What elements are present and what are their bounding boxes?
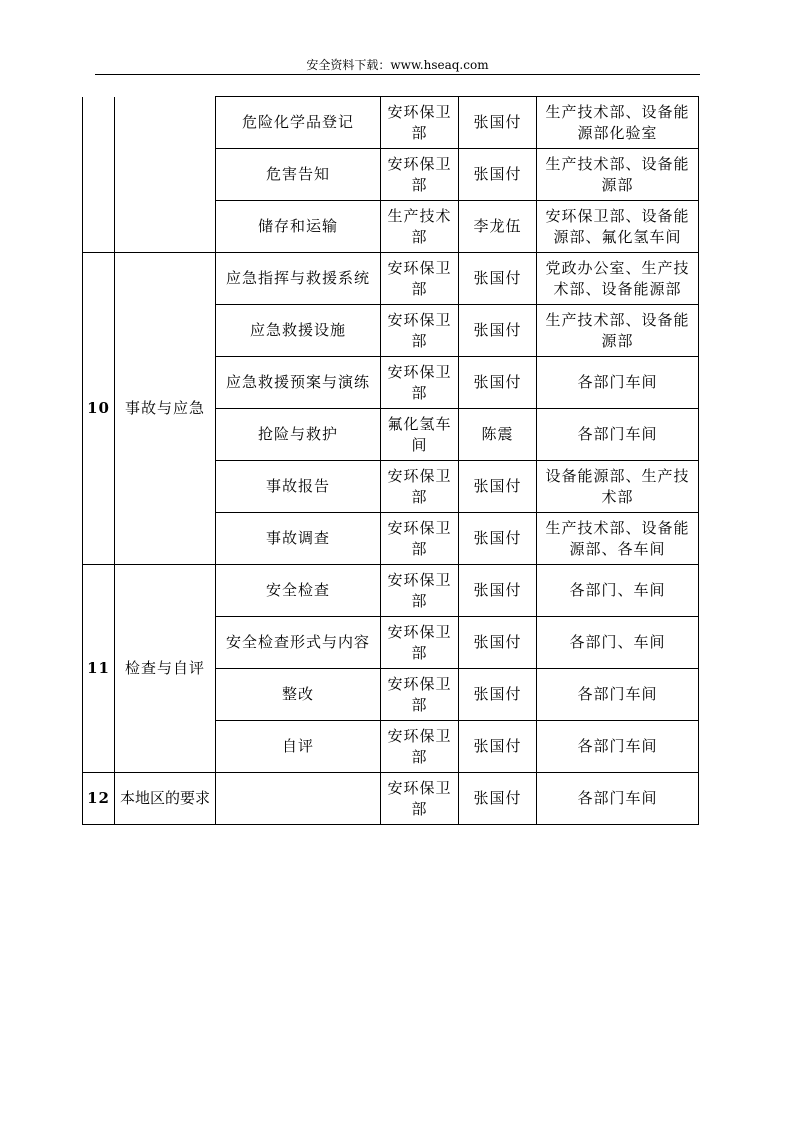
person-cell: 张国付 xyxy=(459,565,537,617)
coop-cell: 各部门车间 xyxy=(537,357,699,409)
item-cell: 抢险与救护 xyxy=(216,409,381,461)
person-cell: 张国付 xyxy=(459,669,537,721)
person-cell: 张国付 xyxy=(459,97,537,149)
item-cell: 整改 xyxy=(216,669,381,721)
dept-cell: 氟化氢车间 xyxy=(381,409,459,461)
table-row xyxy=(83,773,699,825)
coop-cell: 各部门、车间 xyxy=(537,565,699,617)
dept-cell: 安环保卫部 xyxy=(381,253,459,305)
item-cell: 事故报告 xyxy=(216,461,381,513)
group-name-cell xyxy=(115,97,216,253)
group-number-cell xyxy=(83,97,115,253)
dept-cell: 安环保卫部 xyxy=(381,357,459,409)
item-cell: 事故调查 xyxy=(216,513,381,565)
dept-cell: 安环保卫部 xyxy=(381,461,459,513)
person-cell: 张国付 xyxy=(459,253,537,305)
item-cell: 安全检查形式与内容 xyxy=(216,617,381,669)
item-cell: 自评 xyxy=(216,721,381,773)
dept-cell: 生产技术部 xyxy=(381,201,459,253)
coop-cell: 各部门车间 xyxy=(537,409,699,461)
coop-cell: 党政办公室、生产技术部、设备能源部 xyxy=(537,253,699,305)
responsibility-table xyxy=(82,96,699,825)
table-row xyxy=(83,253,699,305)
coop-cell: 设备能源部、生产技术部 xyxy=(537,461,699,513)
table-row xyxy=(83,565,699,617)
table-row xyxy=(83,97,699,149)
header-rule xyxy=(95,74,700,75)
person-cell: 张国付 xyxy=(459,773,537,825)
group-name-cell: 检查与自评 xyxy=(115,565,216,773)
coop-cell: 生产技术部、设备能源部 xyxy=(537,149,699,201)
coop-cell: 各部门、车间 xyxy=(537,617,699,669)
item-cell: 应急指挥与救援系统 xyxy=(216,253,381,305)
dept-cell: 安环保卫部 xyxy=(381,513,459,565)
dept-cell: 安环保卫部 xyxy=(381,721,459,773)
item-cell: 应急救援设施 xyxy=(216,305,381,357)
person-cell: 张国付 xyxy=(459,305,537,357)
item-cell: 应急救援预案与演练 xyxy=(216,357,381,409)
dept-cell: 安环保卫部 xyxy=(381,773,459,825)
item-cell: 危害告知 xyxy=(216,149,381,201)
person-cell: 张国付 xyxy=(459,721,537,773)
dept-cell: 安环保卫部 xyxy=(381,617,459,669)
group-number-cell: 12 xyxy=(83,773,115,825)
group-number-cell: 11 xyxy=(83,565,115,773)
dept-cell: 安环保卫部 xyxy=(381,565,459,617)
item-cell xyxy=(216,773,381,825)
group-name-cell: 事故与应急 xyxy=(115,253,216,565)
item-cell: 储存和运输 xyxy=(216,201,381,253)
coop-cell: 各部门车间 xyxy=(537,721,699,773)
person-cell: 张国付 xyxy=(459,461,537,513)
dept-cell: 安环保卫部 xyxy=(381,305,459,357)
coop-cell: 安环保卫部、设备能源部、氟化氢车间 xyxy=(537,201,699,253)
item-cell: 安全检查 xyxy=(216,565,381,617)
group-number-cell: 10 xyxy=(83,253,115,565)
person-cell: 张国付 xyxy=(459,617,537,669)
coop-cell: 生产技术部、设备能源部 xyxy=(537,305,699,357)
person-cell: 张国付 xyxy=(459,357,537,409)
person-cell: 陈震 xyxy=(459,409,537,461)
person-cell: 张国付 xyxy=(459,149,537,201)
person-cell: 李龙伍 xyxy=(459,201,537,253)
dept-cell: 安环保卫部 xyxy=(381,149,459,201)
dept-cell: 安环保卫部 xyxy=(381,97,459,149)
page-header: 安全资料下载：www.hseaq.com xyxy=(306,58,489,72)
person-cell: 张国付 xyxy=(459,513,537,565)
coop-cell: 生产技术部、设备能源部、各车间 xyxy=(537,513,699,565)
coop-cell: 各部门车间 xyxy=(537,773,699,825)
item-cell: 危险化学品登记 xyxy=(216,97,381,149)
dept-cell: 安环保卫部 xyxy=(381,669,459,721)
coop-cell: 各部门车间 xyxy=(537,669,699,721)
coop-cell: 生产技术部、设备能源部化验室 xyxy=(537,97,699,149)
group-name-cell: 本地区的要求 xyxy=(115,773,216,825)
